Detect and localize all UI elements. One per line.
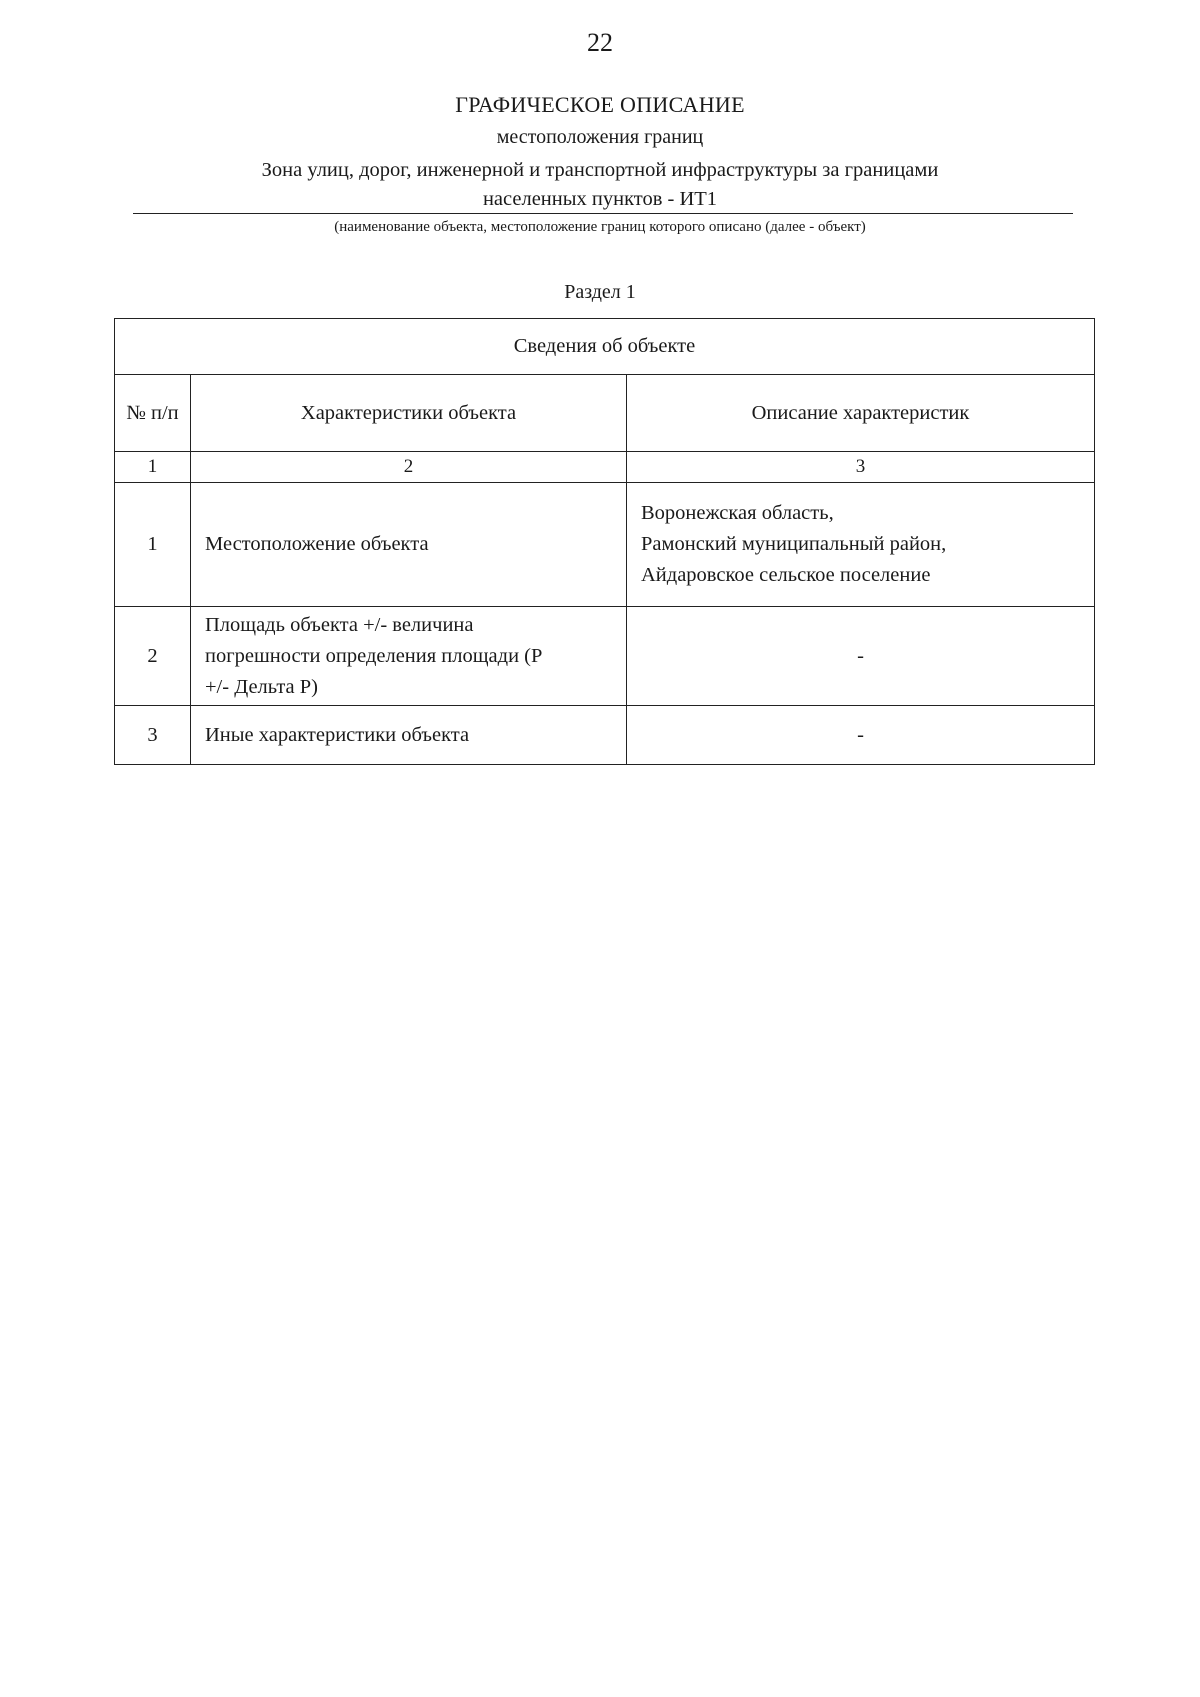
header-description: Описание характеристик <box>627 375 1095 452</box>
row-number: 1 <box>115 483 191 607</box>
table-header-row <box>115 375 1095 452</box>
column-index-row <box>115 452 1095 483</box>
object-caption: (наименование объекта, местоположение границ которого описано (далее - объект) <box>334 219 866 235</box>
column-index-2: 2 <box>191 452 627 483</box>
page-number: 22 <box>587 28 613 57</box>
object-name-underline <box>133 213 1073 214</box>
document-title: ГРАФИЧЕСКОЕ ОПИСАНИЕ <box>455 92 745 117</box>
table-title: Сведения об объекте <box>115 319 1095 375</box>
column-index-3: 3 <box>627 452 1095 483</box>
description-line: Воронежская область, <box>641 502 834 524</box>
object-info-table <box>114 318 1095 765</box>
characteristic-line: Площадь объекта +/- величина <box>205 613 474 636</box>
description-line: Айдаровское сельское поселение <box>641 564 931 586</box>
section-label: Раздел 1 <box>564 281 636 303</box>
row-characteristic: Иные характеристики объекта <box>191 706 627 765</box>
object-name <box>130 156 1070 214</box>
row-number: 2 <box>115 607 191 706</box>
header-number: № п/п <box>115 375 191 452</box>
row-characteristic <box>191 607 627 706</box>
table-row <box>115 607 1095 706</box>
row-description <box>627 483 1095 607</box>
row-description: - <box>627 706 1095 765</box>
column-index-1: 1 <box>115 452 191 483</box>
table-title-row <box>115 319 1095 375</box>
description-line: Рамонский муниципальный район, <box>641 533 947 555</box>
characteristic-line: +/- Дельта Р) <box>205 675 319 698</box>
document-subtitle: местоположения границ <box>496 126 704 148</box>
row-number: 3 <box>115 706 191 765</box>
object-name-line-2: населенных пунктов - ИТ1 <box>482 188 718 210</box>
row-description: - <box>627 607 1095 706</box>
table-row <box>115 483 1095 607</box>
row-characteristic: Местоположение объекта <box>191 483 627 607</box>
characteristic-line: погрешности определения площади (Р <box>205 644 543 667</box>
header-characteristics: Характеристики объекта <box>191 375 627 452</box>
object-name-line-1: Зона улиц, дорог, инженерной и транспортной инфраструктуры за границами <box>261 159 939 181</box>
table-row <box>115 706 1095 765</box>
